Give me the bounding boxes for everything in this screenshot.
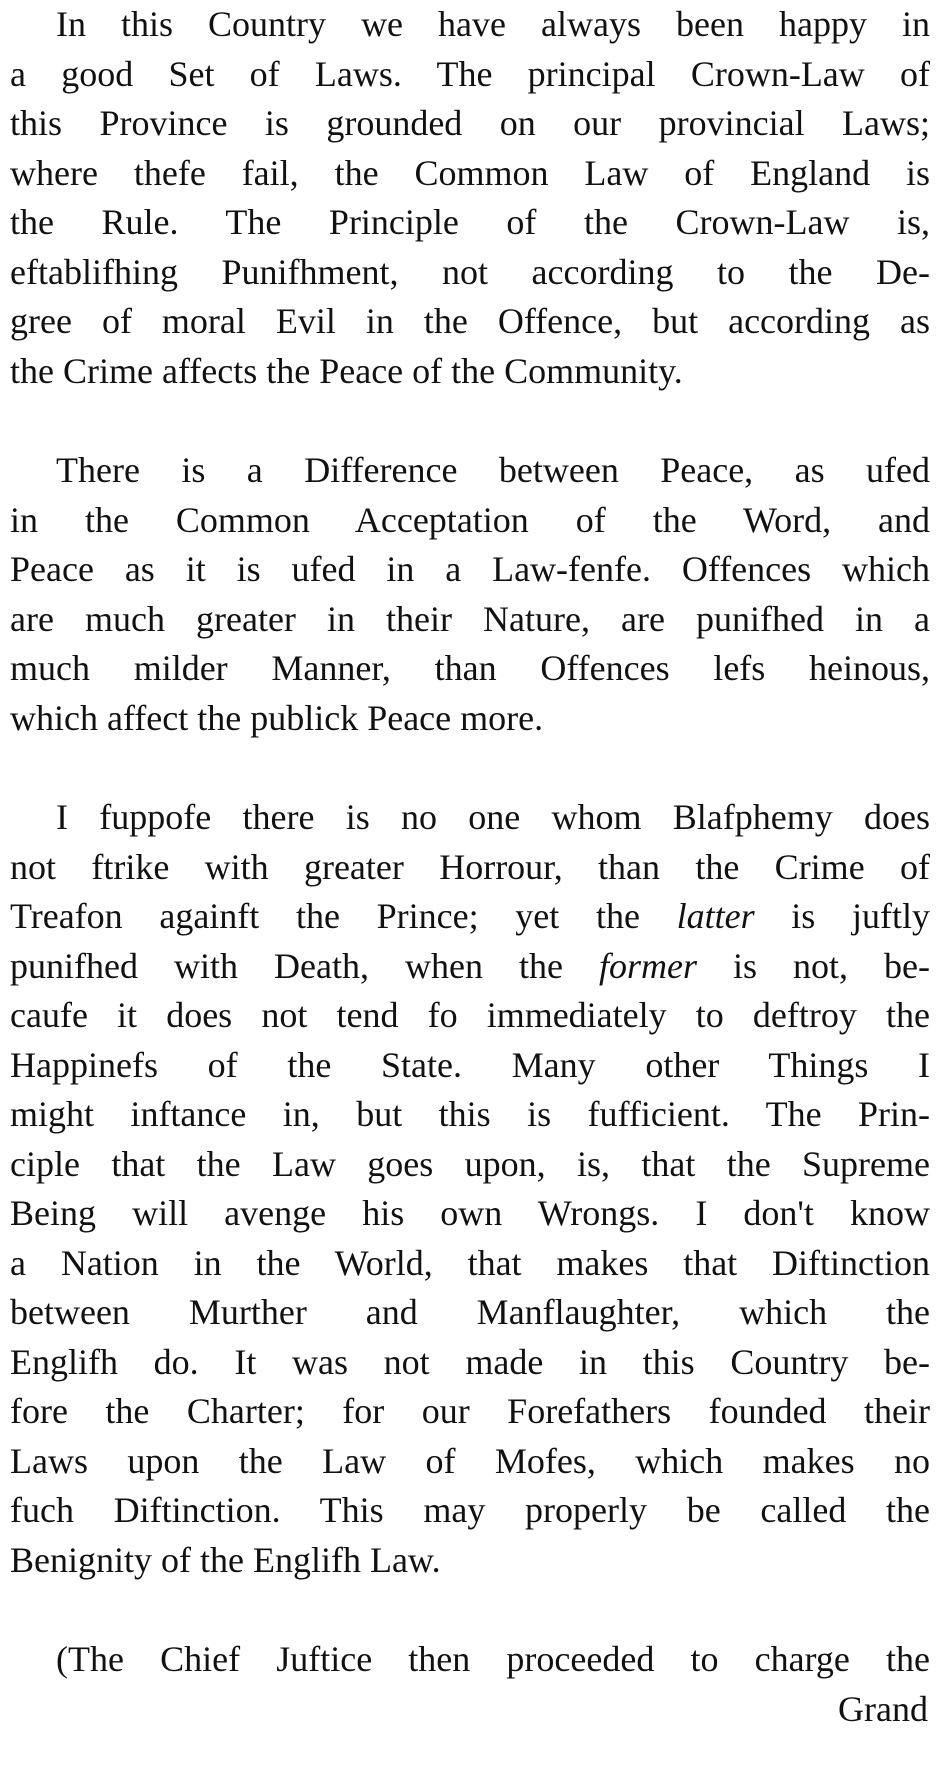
text-line: between Murther and Manflaughter, which the <box>10 1292 930 1332</box>
text-line: might inftance in, but this is fufficient. The Prin- <box>10 1094 930 1134</box>
text-line: Benignity of the Englifh Law. <box>10 1539 441 1580</box>
text-line: a good Set of Laws. The principal Crown-Law of <box>10 53 930 94</box>
text-line: not ftrike with greater Horrour, than the Crime of <box>10 846 930 887</box>
text-line: caufe it does not tend fo immediately to deftroy the <box>10 995 930 1035</box>
text-line: Peace as it is ufed in a Law-fenfe. Offences which <box>10 549 930 589</box>
italic-word: former <box>598 945 697 986</box>
text-line: this Province is grounded on our provincial Laws; <box>10 103 930 143</box>
text-line: fore the Charter; for our Forefathers founded their <box>10 1391 930 1431</box>
text-line: much milder Manner, than Offences lefs heinous, <box>10 648 930 688</box>
text-line: fuch Diftinction. This may properly be called the <box>10 1490 930 1530</box>
document-page <box>10 0 930 1734</box>
text-line: Happinefs of the State. Many other Things I <box>10 1044 930 1085</box>
text-line: I fuppofe there is no one whom Blafphemy does <box>56 797 930 837</box>
text-line: (The Chief Juftice then proceeded to charge the <box>56 1639 930 1679</box>
text-line: the Crime affects the Peace of the Community. <box>10 350 683 391</box>
text-line: a Nation in the World, that makes that Diftinction <box>10 1242 930 1283</box>
paragraph-3 <box>10 793 930 1585</box>
text-line: There is a Difference between Peace, as ufed <box>56 450 930 490</box>
text-line: are much greater in their Nature, are punifhed in a <box>10 598 930 639</box>
paragraph-4 <box>10 1635 930 1734</box>
text-line: punifhed with Death, when the former is not, be- <box>10 945 930 986</box>
text-line: which affect the publick Peace more. <box>10 697 544 738</box>
text-line: In this Country we have always been happy in <box>56 4 930 44</box>
text-line: Englifh do. It was not made in this Country be- <box>10 1341 930 1382</box>
text-line: ciple that the Law goes upon, is, that the Supreme <box>10 1143 930 1184</box>
text-line: Treafon againft the Prince; yet the latter is juftly <box>10 896 930 936</box>
text-line: eftablifhing Punifhment, not according to the De- <box>10 251 930 292</box>
text-line: gree of moral Evil in the Offence, but according as <box>10 301 930 341</box>
text-line: Being will avenge his own Wrongs. I don't know <box>10 1193 930 1233</box>
text-line: the Rule. The Principle of the Crown-Law is, <box>10 202 930 242</box>
italic-word: latter <box>676 896 755 936</box>
paragraph-2 <box>10 446 930 743</box>
paragraph-1 <box>10 0 930 396</box>
text-line: in the Common Acceptation of the Word, and <box>10 499 930 540</box>
text-line: where thefe fail, the Common Law of England is <box>10 152 930 193</box>
catchword: Grand <box>838 1688 928 1729</box>
text-line: Laws upon the Law of Mofes, which makes no <box>10 1440 930 1481</box>
